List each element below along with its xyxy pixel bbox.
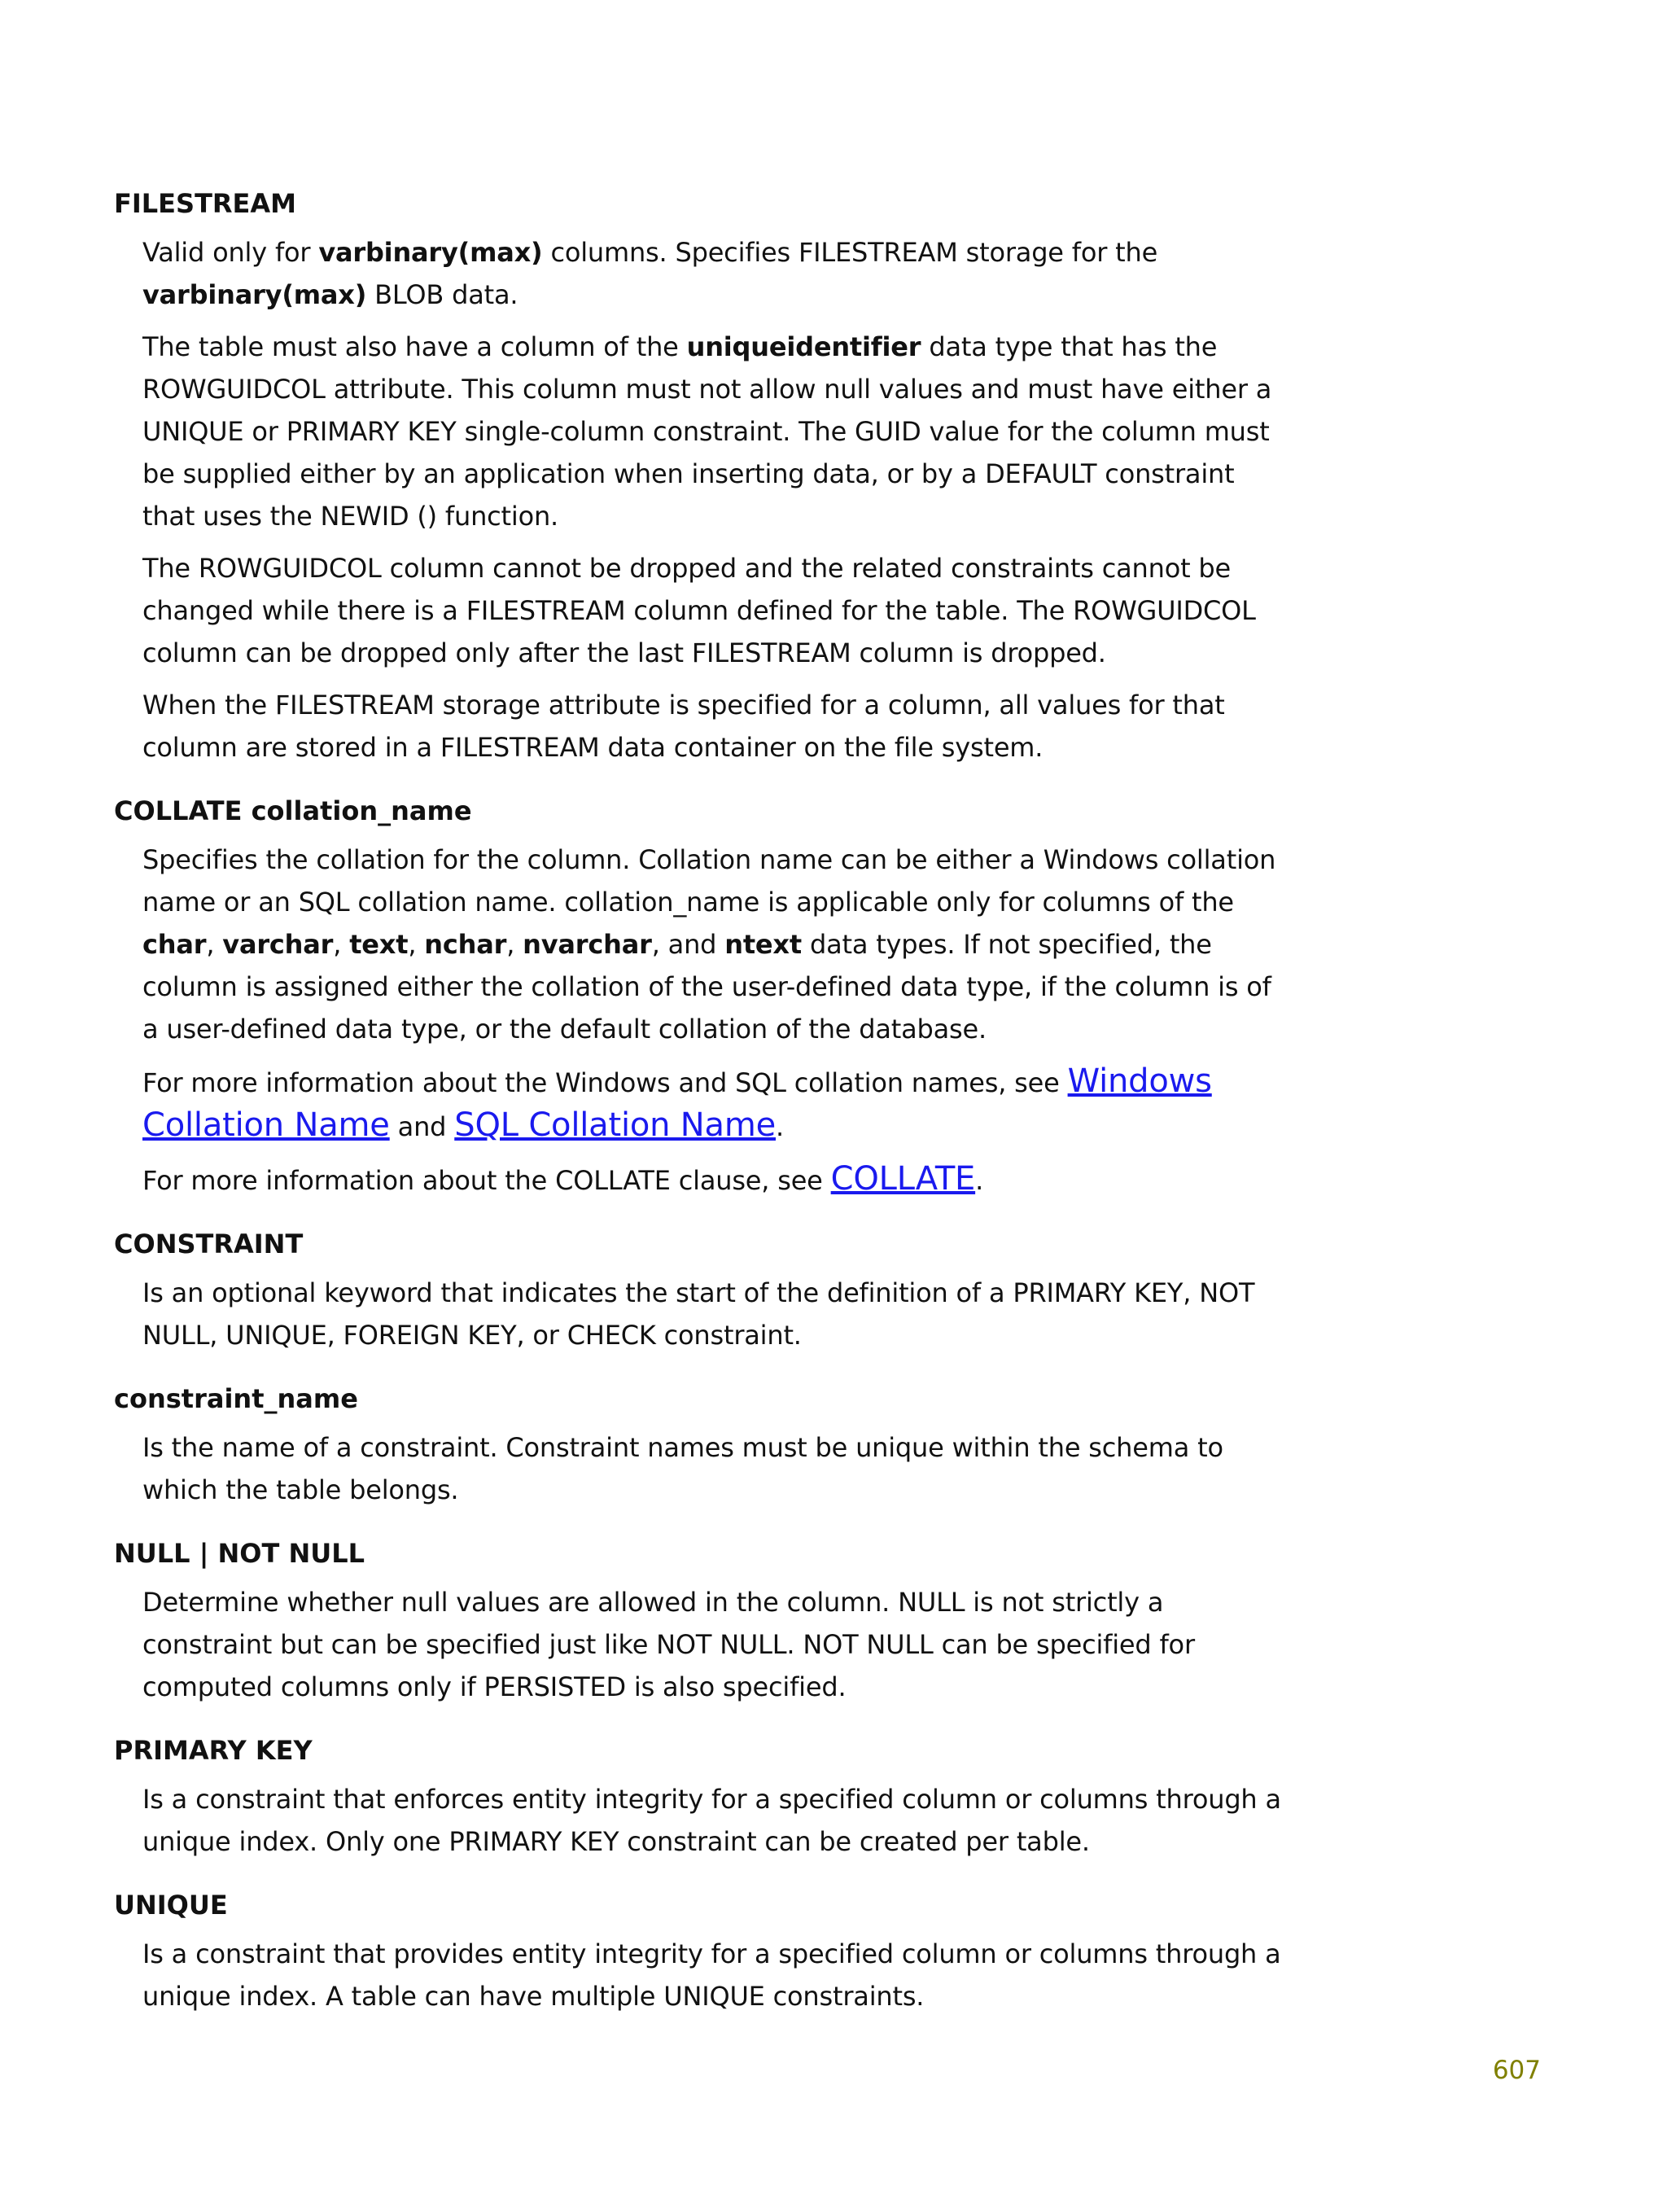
term-filestream: FILESTREAM [114, 188, 296, 219]
paragraph: The ROWGUIDCOL column cannot be dropped and the related constraints cannot be changed while there is a FILESTREAM column defined for the table. The ROWGUIDCOL column can be dropped only after the last FILESTREAM column is dropped. [142, 553, 1256, 668]
description-constraint-name [142, 1426, 1286, 1511]
text-run: , and [651, 929, 725, 960]
text-run: . [975, 1165, 984, 1196]
bold-term: ntext [724, 929, 802, 960]
bold-term: varbinary(max) [142, 279, 367, 310]
link-sql-collation-name[interactable]: SQL Collation Name [454, 1106, 777, 1144]
paragraph [142, 326, 1286, 537]
text-run: Specifies the collation for the column. Collation name can be either a Windows collation name or an SQL collation name. collation_name is applicable only for columns of the [142, 844, 1276, 918]
paragraph: Is a constraint that enforces entity integrity for a specified column or columns through a unique index. Only one PRIMARY KEY constraint can be created per table. [142, 1784, 1281, 1857]
description-null-not-null [142, 1581, 1286, 1708]
text-run: BLOB data. [366, 279, 518, 310]
paragraph [142, 1060, 1286, 1148]
paragraph: When the FILESTREAM storage attribute is specified for a column, all values for that column are stored in a FILESTREAM data container on the file system. [142, 690, 1225, 763]
description-unique [142, 1933, 1286, 2017]
text-run: and [389, 1111, 455, 1142]
text-run: , [333, 929, 350, 960]
term-primary-key: PRIMARY KEY [114, 1735, 313, 1766]
text-run: For more information about the COLLATE clause, see [142, 1165, 831, 1196]
text-run: For more information about the Windows and SQL collation names, see [142, 1067, 1068, 1098]
term-constraint: CONSTRAINT [114, 1229, 304, 1259]
bold-term: varchar [222, 929, 334, 960]
paragraph: Is the name of a constraint. Constraint names must be unique within the schema to which the table belongs. [142, 1432, 1223, 1505]
description-constraint [142, 1272, 1286, 1356]
bold-term: char [142, 929, 207, 960]
term-unique: UNIQUE [114, 1890, 228, 1921]
text-run: , [408, 929, 425, 960]
paragraph: Determine whether null values are allowed in the column. NULL is not strictly a constraint but can be specified just like NOT NULL. NOT NULL can be specified for computed columns only if PERSISTED is also specified. [142, 1587, 1195, 1702]
paragraph [142, 1158, 1286, 1202]
text-run: , [206, 929, 223, 960]
description-collate [142, 839, 1286, 1202]
term-constraint-name: constraint_name [114, 1383, 358, 1414]
text-run: Valid only for [142, 237, 319, 268]
document-content [114, 184, 1286, 2040]
bold-term: uniqueidentifier [686, 331, 921, 362]
section-collate [114, 791, 1286, 1202]
bold-term: text [349, 929, 409, 960]
paragraph [142, 231, 1286, 316]
link-collate[interactable]: COLLATE [830, 1160, 976, 1198]
bold-term: nvarchar [523, 929, 652, 960]
section-constraint-name [114, 1379, 1286, 1511]
section-filestream [114, 184, 1286, 769]
term-null-not-null: NULL | NOT NULL [114, 1538, 365, 1569]
text-run: data type that has the ROWGUIDCOL attribute. This column must not allow null values and must have either a UNIQUE or PRIMARY KEY single-column constraint. The GUID value for the column must be supplied either by an application when inserting data, or by a DEFAULT constraint that uses the NEWID () function. [142, 331, 1272, 532]
section-constraint [114, 1224, 1286, 1356]
description-primary-key [142, 1778, 1286, 1863]
page-number: 607 [1492, 2056, 1541, 2085]
text-run: columns. Specifies FILESTREAM storage for the [542, 237, 1158, 268]
description-filestream [142, 231, 1286, 769]
text-run: The table must also have a column of the [142, 331, 687, 362]
text-run: , [506, 929, 523, 960]
paragraph: Is a constraint that provides entity integrity for a specified column or columns through a unique index. A table can have multiple UNIQUE constraints. [142, 1938, 1281, 2012]
bold-term: varbinary(max) [318, 237, 543, 268]
section-primary-key [114, 1731, 1286, 1863]
paragraph: Is an optional keyword that indicates the start of the definition of a PRIMARY KEY, NOT NULL, UNIQUE, FOREIGN KEY, or CHECK constraint. [142, 1277, 1255, 1351]
term-collate: COLLATE collation_name [114, 795, 472, 826]
text-run: data types. If not specified, the column is assigned either the collation of the user-defined data type, if the column is of a user-defined data type, or the default collation of the database. [142, 929, 1271, 1045]
text-run: . [776, 1111, 784, 1142]
bold-term: nchar [424, 929, 507, 960]
paragraph [142, 839, 1286, 1050]
section-unique [114, 1886, 1286, 2017]
section-null-not-null [114, 1534, 1286, 1708]
link-windows-collation-name[interactable]: Windows Collation Name [142, 1062, 1212, 1144]
